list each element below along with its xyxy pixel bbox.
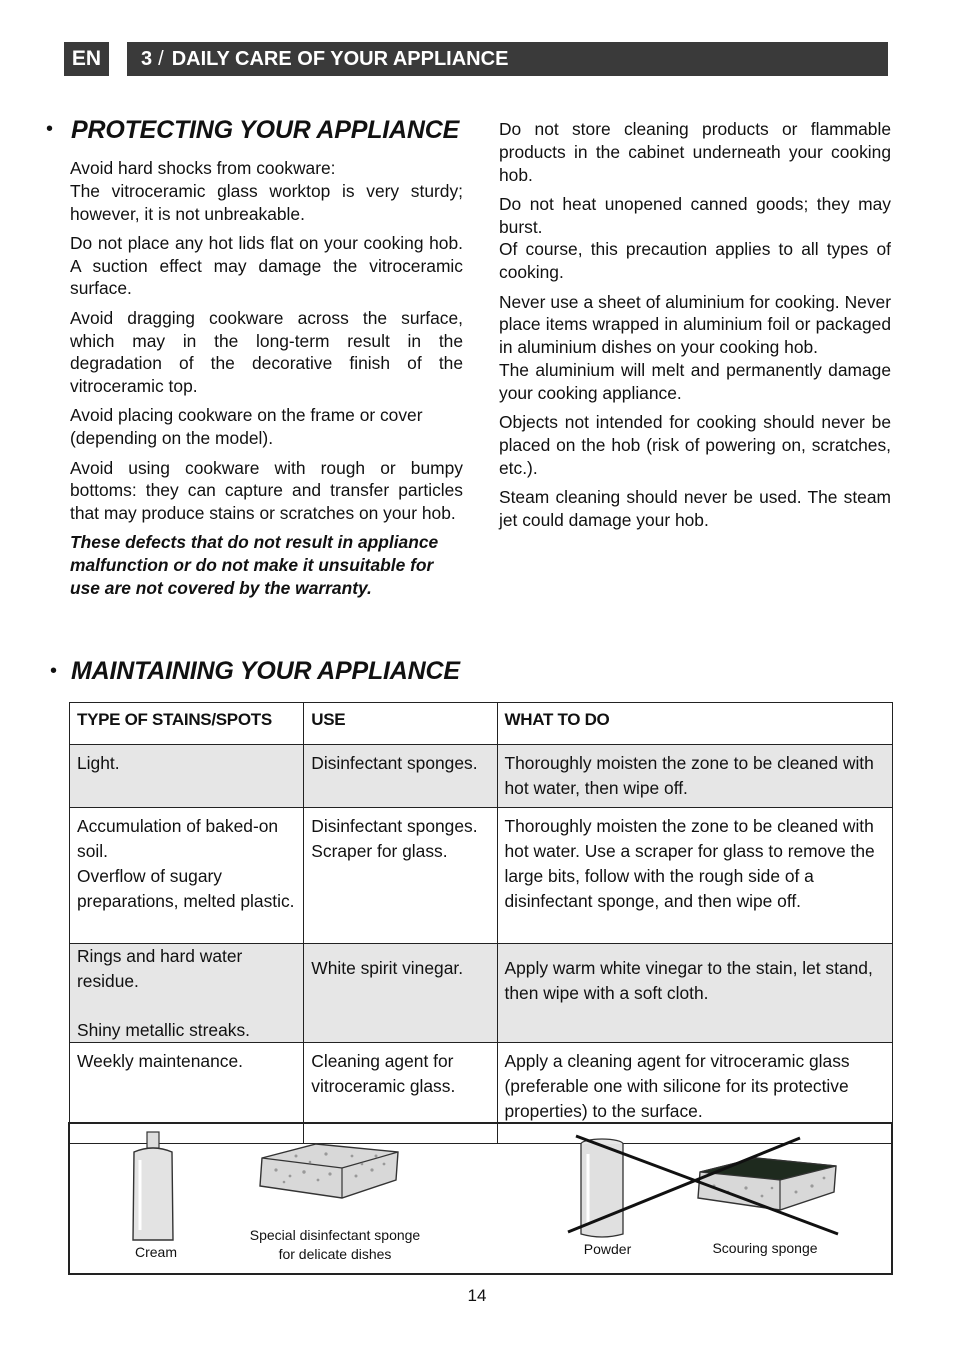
language-badge: EN [64,42,109,76]
cell-use: Cleaning agent for vitroceramic glass. [304,1043,497,1144]
bullet-icon: • [50,660,58,682]
section-header [127,42,888,76]
paragraph: Objects not intended for cooking should never be placed on the hob (risk of powering on, scratches, etc.). [499,412,891,478]
protecting-title: PROTECTING YOUR APPLIANCE [71,116,460,144]
cleaning-products-illustration [68,1122,893,1275]
cell-type: Rings and hard water residue. Shiny metallic streaks. [70,944,304,1043]
paragraph: The aluminium will melt and permanently damage your cooking appliance. [499,359,891,403]
page-number: 14 [467,1286,487,1305]
paragraph: Do not store cleaning products or flammable products in the cabinet underneath your cooking hob. [499,119,891,185]
bullet-icon: • [46,118,54,140]
cell-todo: Apply warm white vinegar to the stain, let stand, then wipe with a soft cloth. [497,944,892,1043]
warranty-warning: These defects that do not result in appliance malfunction or do not make it unsuitable for use are not covered by the warranty. [70,532,439,599]
cell-todo: Thoroughly moisten the zone to be cleaned with hot water. Use a scraper for glass to remove the large bits, follow with the rough side of a disinfectant sponge, and then wipe off. [497,808,892,944]
cream-caption: Cream [134,1244,177,1260]
cell-todo: Apply a cleaning agent for vitroceramic glass (preferable one with silicone for its protective properties) to the surface. [497,1043,892,1144]
paragraph: Of course, this precaution applies to all types of cooking. [499,239,891,283]
cell-type: Light. [70,745,304,808]
disinfectant-sponge-icon [256,1136,402,1206]
table-header-row [70,703,893,745]
cell-use: Disinfectant sponges. [304,745,497,808]
cell-type: Accumulation of baked-on soil. Overflow of sugary preparations, melted plastic. [70,808,304,944]
protecting-right-column [499,118,891,538]
maintaining-title: MAINTAINING YOUR APPLIANCE [71,657,460,685]
paragraph: Avoid using cookware with rough or bumpy bottoms: they can capture and transfer particles that may produce stains or scratches on your hob. [70,457,463,524]
sponge-caption [230,1226,440,1264]
header-what-to-do: WHAT TO DO [497,703,892,745]
header-type: TYPE OF STAINS/SPOTS [70,703,304,745]
cell-use: White spirit vinegar. [304,944,497,1043]
table-row [70,745,893,808]
prohibited-cross-icon [548,1134,848,1239]
table-row [70,808,893,944]
protecting-left-column [70,157,463,606]
cell-type: Weekly maintenance. [70,1043,304,1144]
sponge-caption-line: Special disinfectant sponge [249,1227,421,1243]
sponge-caption-line: for delicate dishes [278,1246,392,1262]
table-row [70,944,893,1043]
powder-caption: Powder [583,1241,632,1257]
section-separator: / [158,47,164,70]
section-title: DAILY CARE OF YOUR APPLIANCE [171,47,509,70]
scouring-caption: Scouring sponge [712,1240,818,1256]
cream-bottle-icon [126,1130,180,1244]
cell-use: Disinfectant sponges. Scraper for glass. [304,808,497,944]
paragraph: The vitroceramic glass worktop is very sturdy; however, it is not unbreakable. [70,180,463,224]
cell-todo: Thoroughly moisten the zone to be cleaned with hot water, then wipe off. [497,745,892,808]
paragraph: Steam cleaning should never be used. The steam jet could damage your hob. [499,486,891,530]
header-use: USE [304,703,497,745]
paragraph: Avoid dragging cookware across the surface, which may in the long-term result in the degradation of the decorative finish of the vitroceramic top. [70,307,463,397]
paragraph: Never use a sheet of aluminium for cooking. Never place items wrapped in aluminium foil or packaged in aluminium dishes on your cooking hob. [499,291,891,358]
section-number: 3 [141,47,153,70]
paragraph: Do not heat unopened canned goods; they may burst. [499,193,891,237]
paragraph: Avoid hard shocks from cookware: [70,158,336,178]
paragraph: Do not place any hot lids flat on your cooking hob. A suction effect may damage the vitroceramic surface. [70,232,463,299]
paragraph: Avoid placing cookware on the frame or cover (depending on the model). [70,405,423,449]
care-table [69,702,893,1144]
